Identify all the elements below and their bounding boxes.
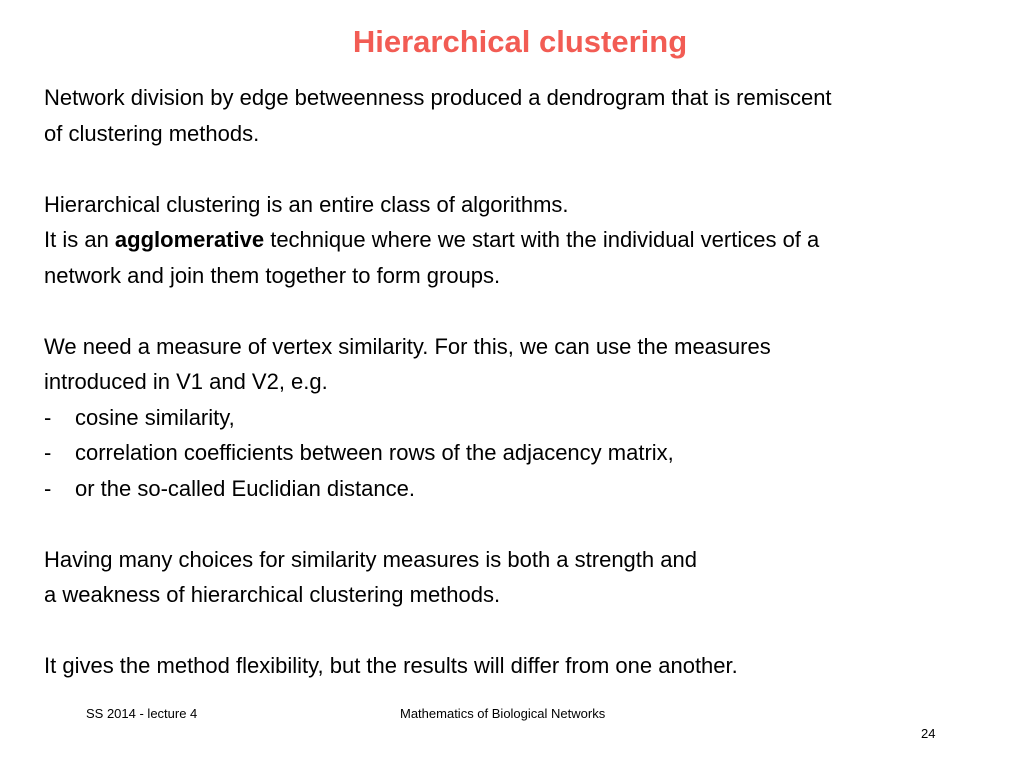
paragraph-line: Having many choices for similarity measures is both a strength and bbox=[44, 546, 697, 572]
bullet-text: correlation coefficients between rows of the adjacency matrix, bbox=[75, 440, 674, 465]
text-span: It is an bbox=[44, 227, 115, 252]
bullet-item bbox=[44, 400, 1004, 436]
bold-term: agglomerative bbox=[114, 227, 265, 252]
bullet-marker: - bbox=[44, 475, 52, 501]
paragraph-line: Hierarchical clustering is an entire class of algorithms. bbox=[44, 191, 569, 217]
footer-course-title: Mathematics of Biological Networks bbox=[400, 706, 606, 721]
paragraph-gap bbox=[44, 506, 1004, 542]
slide-body bbox=[44, 80, 1004, 684]
paragraph-gap bbox=[44, 613, 1004, 649]
paragraph-line: a weakness of hierarchical clustering methods. bbox=[44, 582, 501, 607]
text-span: technique where we start with the individual vertices of a bbox=[264, 227, 820, 252]
paragraph-line: It gives the method flexibility, but the results will differ from one another. bbox=[44, 653, 738, 678]
paragraph-line bbox=[44, 222, 1004, 258]
bullet-item bbox=[44, 471, 1004, 507]
bullet-text: cosine similarity, bbox=[75, 404, 235, 430]
slide-title: Hierarchical clustering bbox=[352, 24, 688, 59]
bullet-text: or the so-called Euclidian distance. bbox=[75, 475, 415, 501]
bullet-marker: - bbox=[44, 440, 52, 465]
paragraph-line: We need a measure of vertex similarity. For this, we can use the measures bbox=[44, 333, 771, 359]
paragraph-gap bbox=[44, 293, 1004, 329]
paragraph-line: of clustering methods. bbox=[44, 120, 260, 146]
page-number: 24 bbox=[921, 726, 936, 741]
bullet-marker: - bbox=[44, 404, 52, 430]
paragraph-line: Network division by edge betweenness produced a dendrogram that is remiscent bbox=[44, 85, 832, 110]
paragraph-line: network and join them together to form groups. bbox=[44, 262, 501, 288]
bullet-item bbox=[44, 435, 1004, 471]
footer-lecture-label: SS 2014 - lecture 4 bbox=[86, 706, 198, 721]
paragraph-gap bbox=[44, 151, 1004, 187]
paragraph-line: introduced in V1 and V2, e.g. bbox=[44, 369, 328, 394]
